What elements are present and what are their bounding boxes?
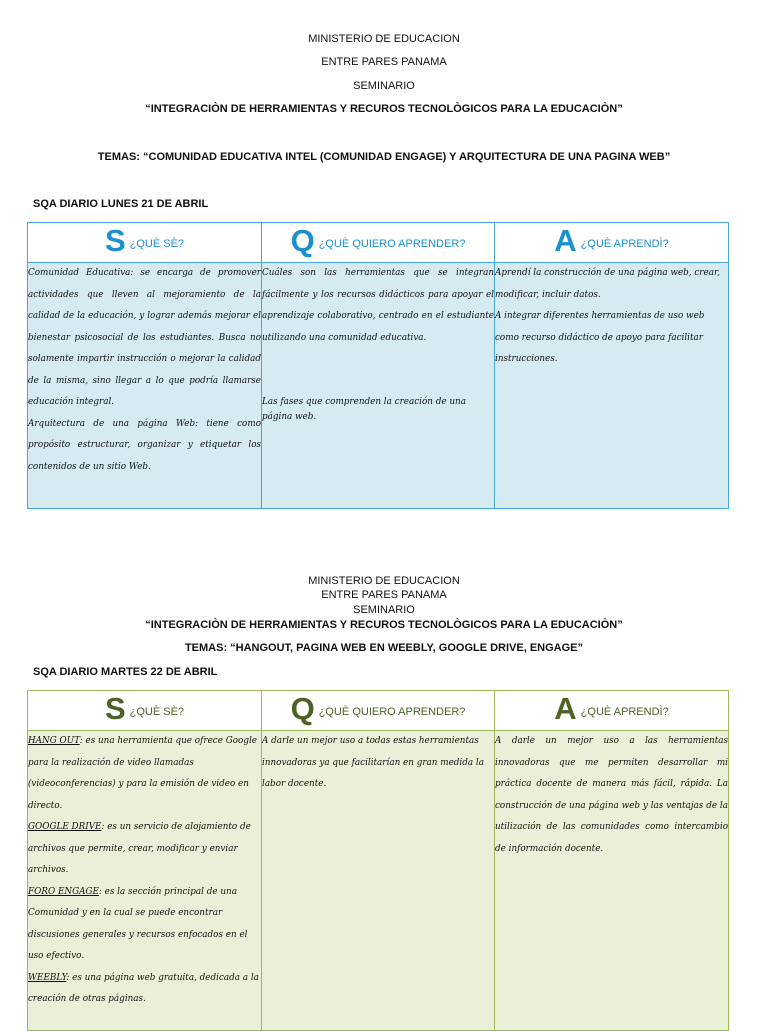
header-a xyxy=(495,223,729,263)
q-column-text-2 xyxy=(262,731,495,1031)
sqa-date-label: SQA DIARIO LUNES 21 DE ABRIL xyxy=(33,198,209,210)
header-a-2 xyxy=(495,691,729,731)
letter-s-2: S xyxy=(104,691,126,726)
header-q-2 xyxy=(262,691,495,731)
letter-a: A xyxy=(554,223,577,258)
ministry-heading: MINISTERIO DE EDUCACION xyxy=(308,33,460,45)
hangout-definition: HANG OUT: es una herramienta que ofrece Google para la realización de video llamadas (videoconferencias) y para la emisión de video en directo. xyxy=(28,736,257,811)
s-column-text xyxy=(28,263,262,509)
organization-heading: ENTRE PARES PANAMA xyxy=(321,56,447,68)
google-drive-term: GOOGLE DRIVE xyxy=(28,822,102,832)
sqa-table-2 xyxy=(27,690,729,1031)
arquitectura-paragraph: Arquitectura de una página Web: tiene como propósito estructurar, organizar y etiquetar los contenidos de un sitio Web. xyxy=(28,418,261,472)
foro-engage-term: FORO ENGAGE xyxy=(28,886,99,897)
aprendi-paragraph: Aprendí la construcción de una página web, crear, modificar, incluir datos. xyxy=(495,268,720,300)
organization-heading-2: ENTRE PARES PANAMA xyxy=(321,589,447,601)
label-que-se: ¿QUÈ SÈ? xyxy=(129,238,185,250)
hangout-term: HANG OUT xyxy=(28,736,80,746)
temas-line-2: TEMAS: “HANGOUT, PAGINA WEB EN WEEBLY, GOOGLE DRIVE, ENGAGE” xyxy=(184,642,584,654)
q-column-text xyxy=(262,263,495,509)
a-column-text xyxy=(495,263,729,509)
label-que-aprendi-2: ¿QUÈ APRENDÌ? xyxy=(580,706,669,718)
letter-s: S xyxy=(104,223,126,258)
label-que-aprendi: ¿QUÈ APRENDÌ? xyxy=(580,238,669,250)
comunidad-educativa-paragraph: Comunidad Educativa: se encarga de promover actividades que lleven al mejoramiento de la calidad de la educación, y lograr además mejorar el bienestar psicosocial de los estudiantes. Busca no solamente impartir instrucción o mejorar la calidad de la misma, sino llegar a lo que podría llamarse educación integral. xyxy=(28,268,261,407)
a-column-text-2 xyxy=(495,731,729,1031)
label-que-se-2: ¿QUÈ SÈ? xyxy=(129,706,185,718)
seminar-heading-2: SEMINARIO xyxy=(353,604,415,616)
sqa-date-label-2: SQA DIARIO MARTES 22 DE ABRIL xyxy=(33,666,218,678)
header-s xyxy=(28,223,262,263)
seminar-title: “INTEGRACIÒN DE HERRAMIENTAS Y RECUROS TECNOLÒGICOS PARA LA EDUCACIÒN” xyxy=(145,103,623,115)
letter-q: Q xyxy=(290,223,315,258)
foro-engage-definition: FORO ENGAGE: es la sección principal de una Comunidad y en la cual se puede encontrar discusiones generales y recursos enfocados en el uso efectivo. xyxy=(28,886,248,961)
s-column-definitions xyxy=(28,731,262,1031)
label-que-quiero-aprender: ¿QUÈ QUIERO APRENDER? xyxy=(318,238,466,250)
letter-q-2: Q xyxy=(290,691,315,726)
google-drive-definition: GOOGLE DRIVE: es un servicio de alojamiento de archivos que permite, crear, modificar y enviar archivos. xyxy=(28,822,251,875)
q-paragraph-2: A darle un mejor uso a todas estas herramientas innovadoras ya que facilitarían en gran medida la labor docente. xyxy=(262,736,484,789)
header-q xyxy=(262,223,495,263)
seminar-heading: SEMINARIO xyxy=(353,80,415,92)
sqa-table-1 xyxy=(27,222,729,509)
weebly-definition: WEEBLY: es una página web gratuita, dedicada a la creación de otras páginas. xyxy=(28,972,259,1004)
fases-paragraph: Las fases que comprenden la creación de una página web. xyxy=(262,397,466,422)
temas-line: TEMAS: “COMUNIDAD EDUCATIVA INTEL (COMUNIDAD ENGAGE) Y ARQUITECTURA DE UNA PAGINA WEB” xyxy=(97,151,671,163)
integrar-paragraph: A integrar diferentes herramientas de uso web como recurso didáctico de apoyo para facilitar instrucciones. xyxy=(495,311,705,364)
seminar-title-2: “INTEGRACIÒN DE HERRAMIENTAS Y RECUROS TECNOLÒGICOS PARA LA EDUCACIÒN” xyxy=(145,619,623,631)
label-que-quiero-aprender-2: ¿QUÈ QUIERO APRENDER? xyxy=(318,706,466,718)
weebly-term: WEEBLY xyxy=(28,972,67,983)
ministry-heading-2: MINISTERIO DE EDUCACION xyxy=(308,575,460,587)
header-s-2 xyxy=(28,691,262,731)
a-paragraph-2: A darle un mejor uso a las herramientas innovadoras que me permiten desarrollar mi práctica docente de manera más fácil, rápida. La construcción de una página web y las ventajas de la utilización de las comunidades como intercambio de información docente. xyxy=(495,736,728,854)
herramientas-paragraph: Cuáles son las herramientas que se integran fácilmente y los recursos didácticos para apoyar el aprendizaje colaborativo, centrado en el estudiante utilizando una comunidad educativa. xyxy=(262,268,494,343)
letter-a-2: A xyxy=(554,691,577,726)
